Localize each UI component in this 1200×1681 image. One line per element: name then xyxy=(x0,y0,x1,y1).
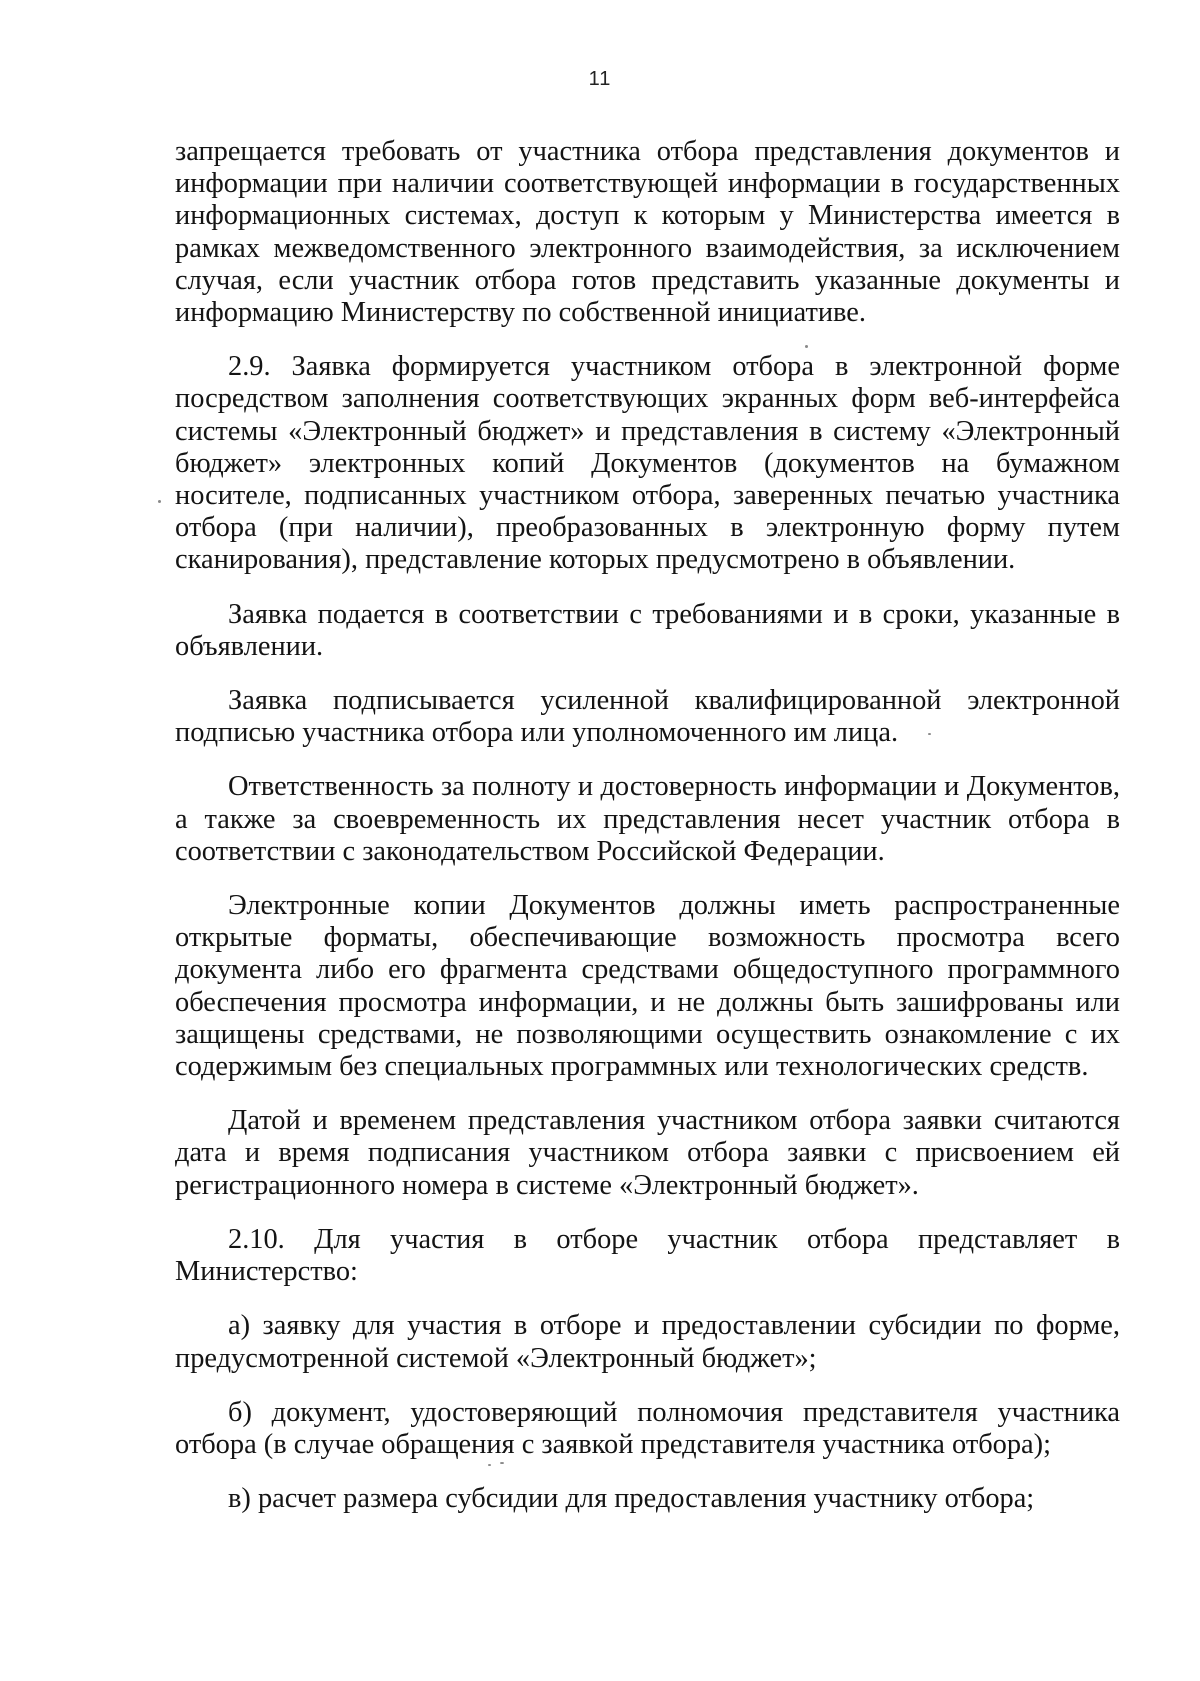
scan-speck xyxy=(805,345,808,348)
scan-speck xyxy=(488,1464,491,1466)
paragraph-2-10: 2.10. Для участия в отборе участник отбора представляет в Министерство: xyxy=(175,1223,1120,1288)
list-item-v: в) расчет размера субсидии для предоставления участнику отбора; xyxy=(228,1483,1035,1515)
scan-speck xyxy=(158,500,161,503)
paragraph-continuation: запрещается требовать от участника отбора представления документов и информации при наличии соответствующей информации в государственных информационных системах, доступ к которым у Министерства имеется в рамках межведомственного электронного взаимодействия, за исключением случая, если участник отбора готов представить указанные документы и информацию Министерству по собственной инициативе. xyxy=(175,136,1120,329)
paragraph-2-9: 2.9. Заявка формируется участником отбора в электронной форме посредством заполнения соответствующих экранных форм веб-интерфейса системы «Электронный бюджет» и представления в систему «Электронный бюджет» электронных копий Документов (документов на бумажном носителе, подписанных участником отбора, заверенных печатью участника отбора (при наличии), преобразованных в электронную форму путем сканирования), представление которых предусмотрено в объявлении. xyxy=(175,351,1120,576)
paragraph-submission-terms: Заявка подается в соответствии с требованиями и в сроки, указанные в объявлении. xyxy=(175,598,1120,662)
scan-speck xyxy=(928,733,931,735)
paragraph-date-time: Датой и временем представления участником отбора заявки считаются дата и время подписания участником отбора заявки с присвоением ей регистрационного номера в системе «Электронный бюджет». xyxy=(175,1105,1120,1201)
document-body xyxy=(175,136,1120,1537)
scan-speck xyxy=(500,1462,504,1464)
paragraph-signature: Заявка подписывается усиленной квалифицированной электронной подписью участника отбора или уполномоченного им лица. xyxy=(175,685,1120,749)
paragraph-responsibility: Ответственность за полноту и достоверность информации и Документов, а также за своевременность их представления несет участник отбора в соответствии с законодательством Российской Федерации. xyxy=(175,771,1120,867)
list-item-a: а) заявку для участия в отборе и предоставлении субсидии по форме, предусмотренной системой «Электронный бюджет»; xyxy=(175,1310,1120,1374)
paragraph-electronic-copies: Электронные копии Документов должны иметь распространенные открытые форматы, обеспечивающие возможность просмотра всего документа либо его фрагмента средствами общедоступного программного обеспечения просмотра информации, и не должны быть зашифрованы или защищены средствами, не позволяющими осуществить ознакомление с их содержимым без специальных программных или технологических средств. xyxy=(175,890,1120,1083)
list-item-b: б) документ, удостоверяющий полномочия представителя участника отбора (в случае обращения с заявкой представителя участника отбора); xyxy=(175,1396,1120,1460)
page-number: 11 xyxy=(588,68,612,90)
